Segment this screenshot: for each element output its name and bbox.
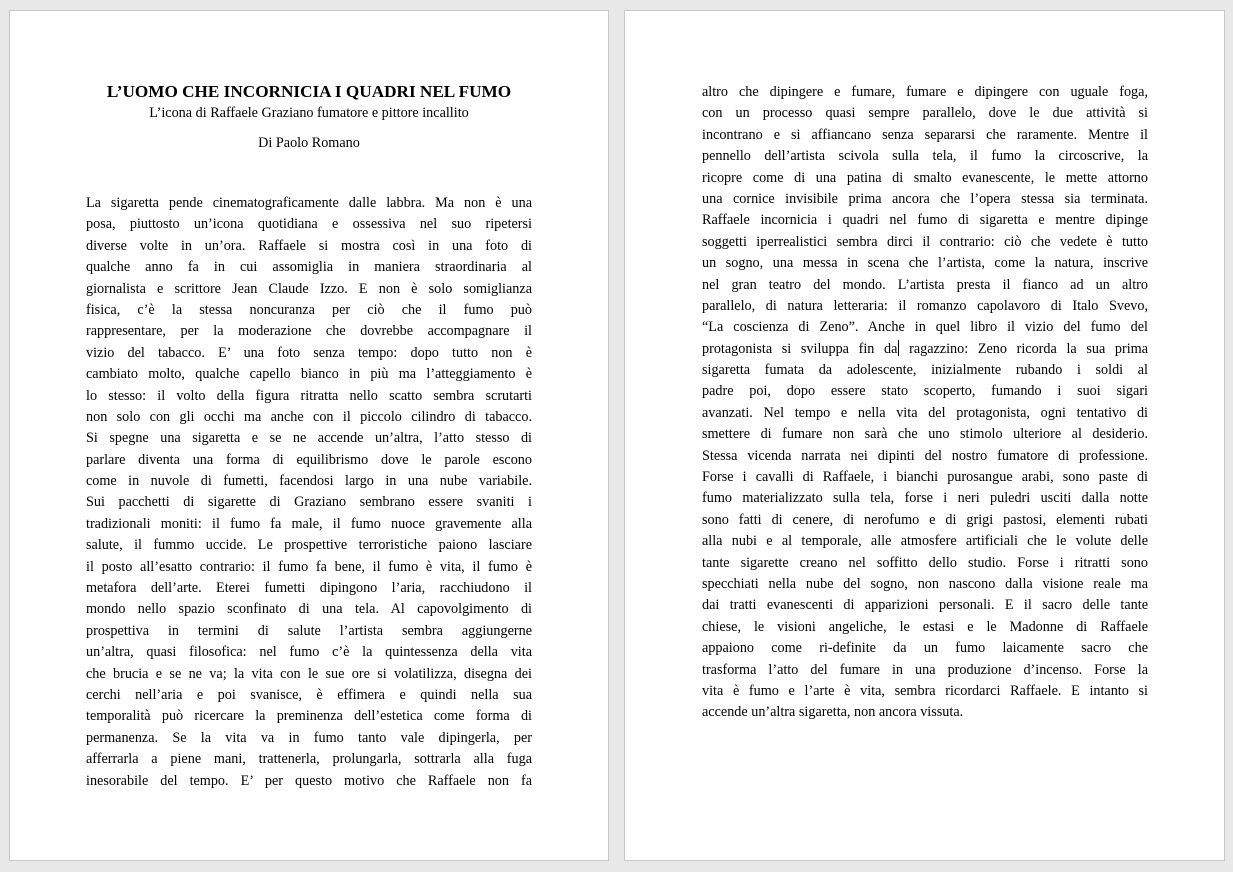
text-line[interactable]: lo stesso: il volto della figura ritratta nello scatto sembra scrutarti xyxy=(86,387,532,404)
text-line[interactable]: posa, piuttosto un’icona quotidiana e ossessiva nel suo ripetersi xyxy=(86,216,532,233)
text-line[interactable]: protagonista si sviluppa fin da ragazzino: Zeno ricorda la sua prima xyxy=(702,340,1148,357)
text-line[interactable]: afferrarla a piene mani, trattenerla, prolungarla, sottrarla alla fuga xyxy=(86,751,532,768)
text-line[interactable]: incontrano e si affiancano senza separarsi che raramente. Mentre il xyxy=(702,126,1148,143)
text-line[interactable]: parlare diventa una forma di equilibrismo dove le parole escono xyxy=(86,451,532,468)
text-line[interactable]: Stessa vicenda narrata nei dipinti del nostro fumatore di professione. xyxy=(702,447,1148,464)
text-line[interactable]: Raffaele incornicia i quadri nel fumo di sigaretta e mentre dipinge xyxy=(702,212,1148,229)
text-line[interactable]: padre poi, dopo essere stato scoperto, fumando i suoi sigari xyxy=(702,383,1148,400)
body-paragraph-2[interactable] xyxy=(702,82,1148,724)
document-subtitle[interactable]: L’icona di Raffaele Graziano fumatore e pittore incallito xyxy=(149,105,469,121)
text-line[interactable]: inesorabile del tempo. E’ per questo motivo che Raffaele non fa xyxy=(86,772,532,789)
body-paragraph-1[interactable] xyxy=(86,193,532,792)
text-line[interactable]: sigaretta fumata da adolescente, inizialmente rubando i soldi al xyxy=(702,362,1148,379)
text-line[interactable]: ricopre come di una patina di smalto evanescente, le mette attorno xyxy=(702,169,1148,186)
text-cursor xyxy=(898,340,899,356)
text-line[interactable]: trasforma l’atto del fumare in una produzione d’incenso. Forse la xyxy=(702,661,1148,678)
document-title[interactable]: L’UOMO CHE INCORNICIA I QUADRI NEL FUMO xyxy=(106,82,512,101)
text-line[interactable]: “La coscienza di Zeno”. Anche in quel libro il vizio del fumo del xyxy=(702,319,1148,336)
text-line[interactable]: come in nuvole di fumetti, facendosi largo in una nube variabile. xyxy=(86,473,532,490)
text-line[interactable]: Forse i cavalli di Raffaele, i bianchi purosangue arabi, sono paste di xyxy=(702,469,1148,486)
text-line[interactable]: soggetti iperrealistici sembra dirci il contrario: ciò che vedete è tutto xyxy=(702,233,1148,250)
text-line[interactable]: salute, il fummo uccide. Le prospettive terroristiche paiono lasciare xyxy=(86,537,532,554)
text-line[interactable]: con un processo quasi sempre parallelo, dove le due attività si xyxy=(702,105,1148,122)
text-line[interactable]: non solo con gli occhi ma anche con il piccolo cilindro di tabacco. xyxy=(86,408,532,425)
text-line[interactable]: il posto all’esatto contrario: il fumo fa bene, il fumo è vita, il fumo è xyxy=(86,558,532,575)
text-line[interactable]: metafora dell’arte. Eterei fumetti dipingono l’aria, racchiudono il xyxy=(86,580,532,597)
text-line[interactable]: appaiono come ri-definite da un fumo laicamente sacro che xyxy=(702,640,1148,657)
text-line[interactable]: fisica, c’è la stessa noncuranza per ciò che il fumo può xyxy=(86,301,532,318)
text-line[interactable]: Sui pacchetti di sigarette di Graziano sembrano essere svaniti i xyxy=(86,494,532,511)
document-author[interactable]: Di Paolo Romano xyxy=(258,135,360,151)
text-line[interactable]: vizio del tabacco. E’ una foto senza tempo: dopo tutto non è xyxy=(86,344,532,361)
text-line[interactable]: prospettiva in termini di salute l’artista sembra aggiungerne xyxy=(86,622,532,639)
text-line[interactable]: pennello dell’artista scivola sulla tela, il fumo la circoscrive, la xyxy=(702,148,1148,165)
text-line[interactable]: vita è fumo e l’arte è vita, sembra ricordarci Raffaele. E intanto si xyxy=(702,682,1148,699)
text-line[interactable]: altro che dipingere e fumare, fumare e dipingere con uguale foga, xyxy=(702,84,1148,100)
text-line[interactable]: tante sigarette creano nel soffitto dello studio. Forse i ritratti sono xyxy=(702,554,1148,571)
text-line[interactable]: una cornice invisibile prima ancora che l’opera stessa sia terminata. xyxy=(702,190,1148,207)
page-2[interactable] xyxy=(624,10,1225,861)
text-line[interactable]: mondo nello spazio sconfinato di una tela. Al capovolgimento di xyxy=(86,601,532,618)
text-line[interactable]: parallelo, di natura letteraria: il romanzo capolavoro di Italo Svevo, xyxy=(702,297,1148,314)
text-line[interactable]: qualche anno fa in cui assomiglia in maniera straordinaria al xyxy=(86,259,532,276)
text-line[interactable]: smettere di fumare non sarà che uno stimolo ulteriore al desiderio. xyxy=(702,426,1148,443)
page-1[interactable] xyxy=(9,10,609,861)
text-line[interactable]: fumo materializzato sulla tela, forse i neri puledri usciti dalla notte xyxy=(702,490,1148,507)
text-line[interactable]: avanzati. Nel tempo e nella vita del protagonista, ogni tentativo di xyxy=(702,404,1148,421)
text-line[interactable]: un’altra, quasi filosofica: nel fumo c’è la quintessenza della vita xyxy=(86,644,532,661)
text-line[interactable]: che brucia e se ne va; la vita con le sue ore si volatilizza, disegna dei xyxy=(86,665,532,682)
page-1-content[interactable] xyxy=(86,81,532,792)
text-line[interactable]: giornalista e scrittore Jean Claude Izzo. E non è solo somiglianza xyxy=(86,280,532,297)
text-line[interactable]: cambiato molto, qualche capello bianco in più ma l’atteggiamento è xyxy=(86,366,532,383)
text-line[interactable]: sono fatti di cenere, di nerofumo e di grigi pastosi, elementi rubati xyxy=(702,511,1148,528)
text-line[interactable]: rappresentare, per la moderazione che dovrebbe accompagnare il xyxy=(86,323,532,340)
text-line[interactable]: un sogno, una messa in scena che l’artista, come la natura, inscrive xyxy=(702,255,1148,272)
text-line[interactable]: nel gran teatro del mondo. L’artista presta il fianco ad un altro xyxy=(702,276,1148,293)
text-line[interactable]: cerchi nell’aria e poi svanisce, è effimera e quindi nella sua xyxy=(86,686,532,703)
text-line[interactable]: alla nubi e al temporale, alle atmosfere artificiali che le volute delle xyxy=(702,533,1148,550)
text-line[interactable]: La sigaretta pende cinematograficamente dalle labbra. Ma non è una xyxy=(86,195,532,211)
text-line[interactable]: diverse volte in un’ora. Raffaele si mostra così in una foto di xyxy=(86,237,532,254)
text-line[interactable]: temporalità può ricercare la preminenza dell’estetica come forma di xyxy=(86,708,532,725)
text-line[interactable]: tradizionali moniti: il fumo fa male, il fumo nuoce gravemente alla xyxy=(86,515,532,532)
text-line[interactable]: specchiati nella nube del sogno, non nascono dalla visione reale ma xyxy=(702,575,1148,592)
text-line[interactable]: Si spegne una sigaretta e se ne accende un’altra, l’atto stesso di xyxy=(86,430,532,447)
text-line[interactable]: chiese, le visioni angeliche, le estasi e le Madonne di Raffaele xyxy=(702,618,1148,635)
page-2-content[interactable] xyxy=(702,82,1148,724)
text-line[interactable]: permanenza. Se la vita va in fumo tanto vale dipingerla, per xyxy=(86,729,532,746)
text-line[interactable]: accende un’altra sigaretta, non ancora vissuta. xyxy=(702,704,964,721)
text-line[interactable]: dai tratti evanescenti di apparizioni personali. E il sacro delle tante xyxy=(702,597,1148,614)
